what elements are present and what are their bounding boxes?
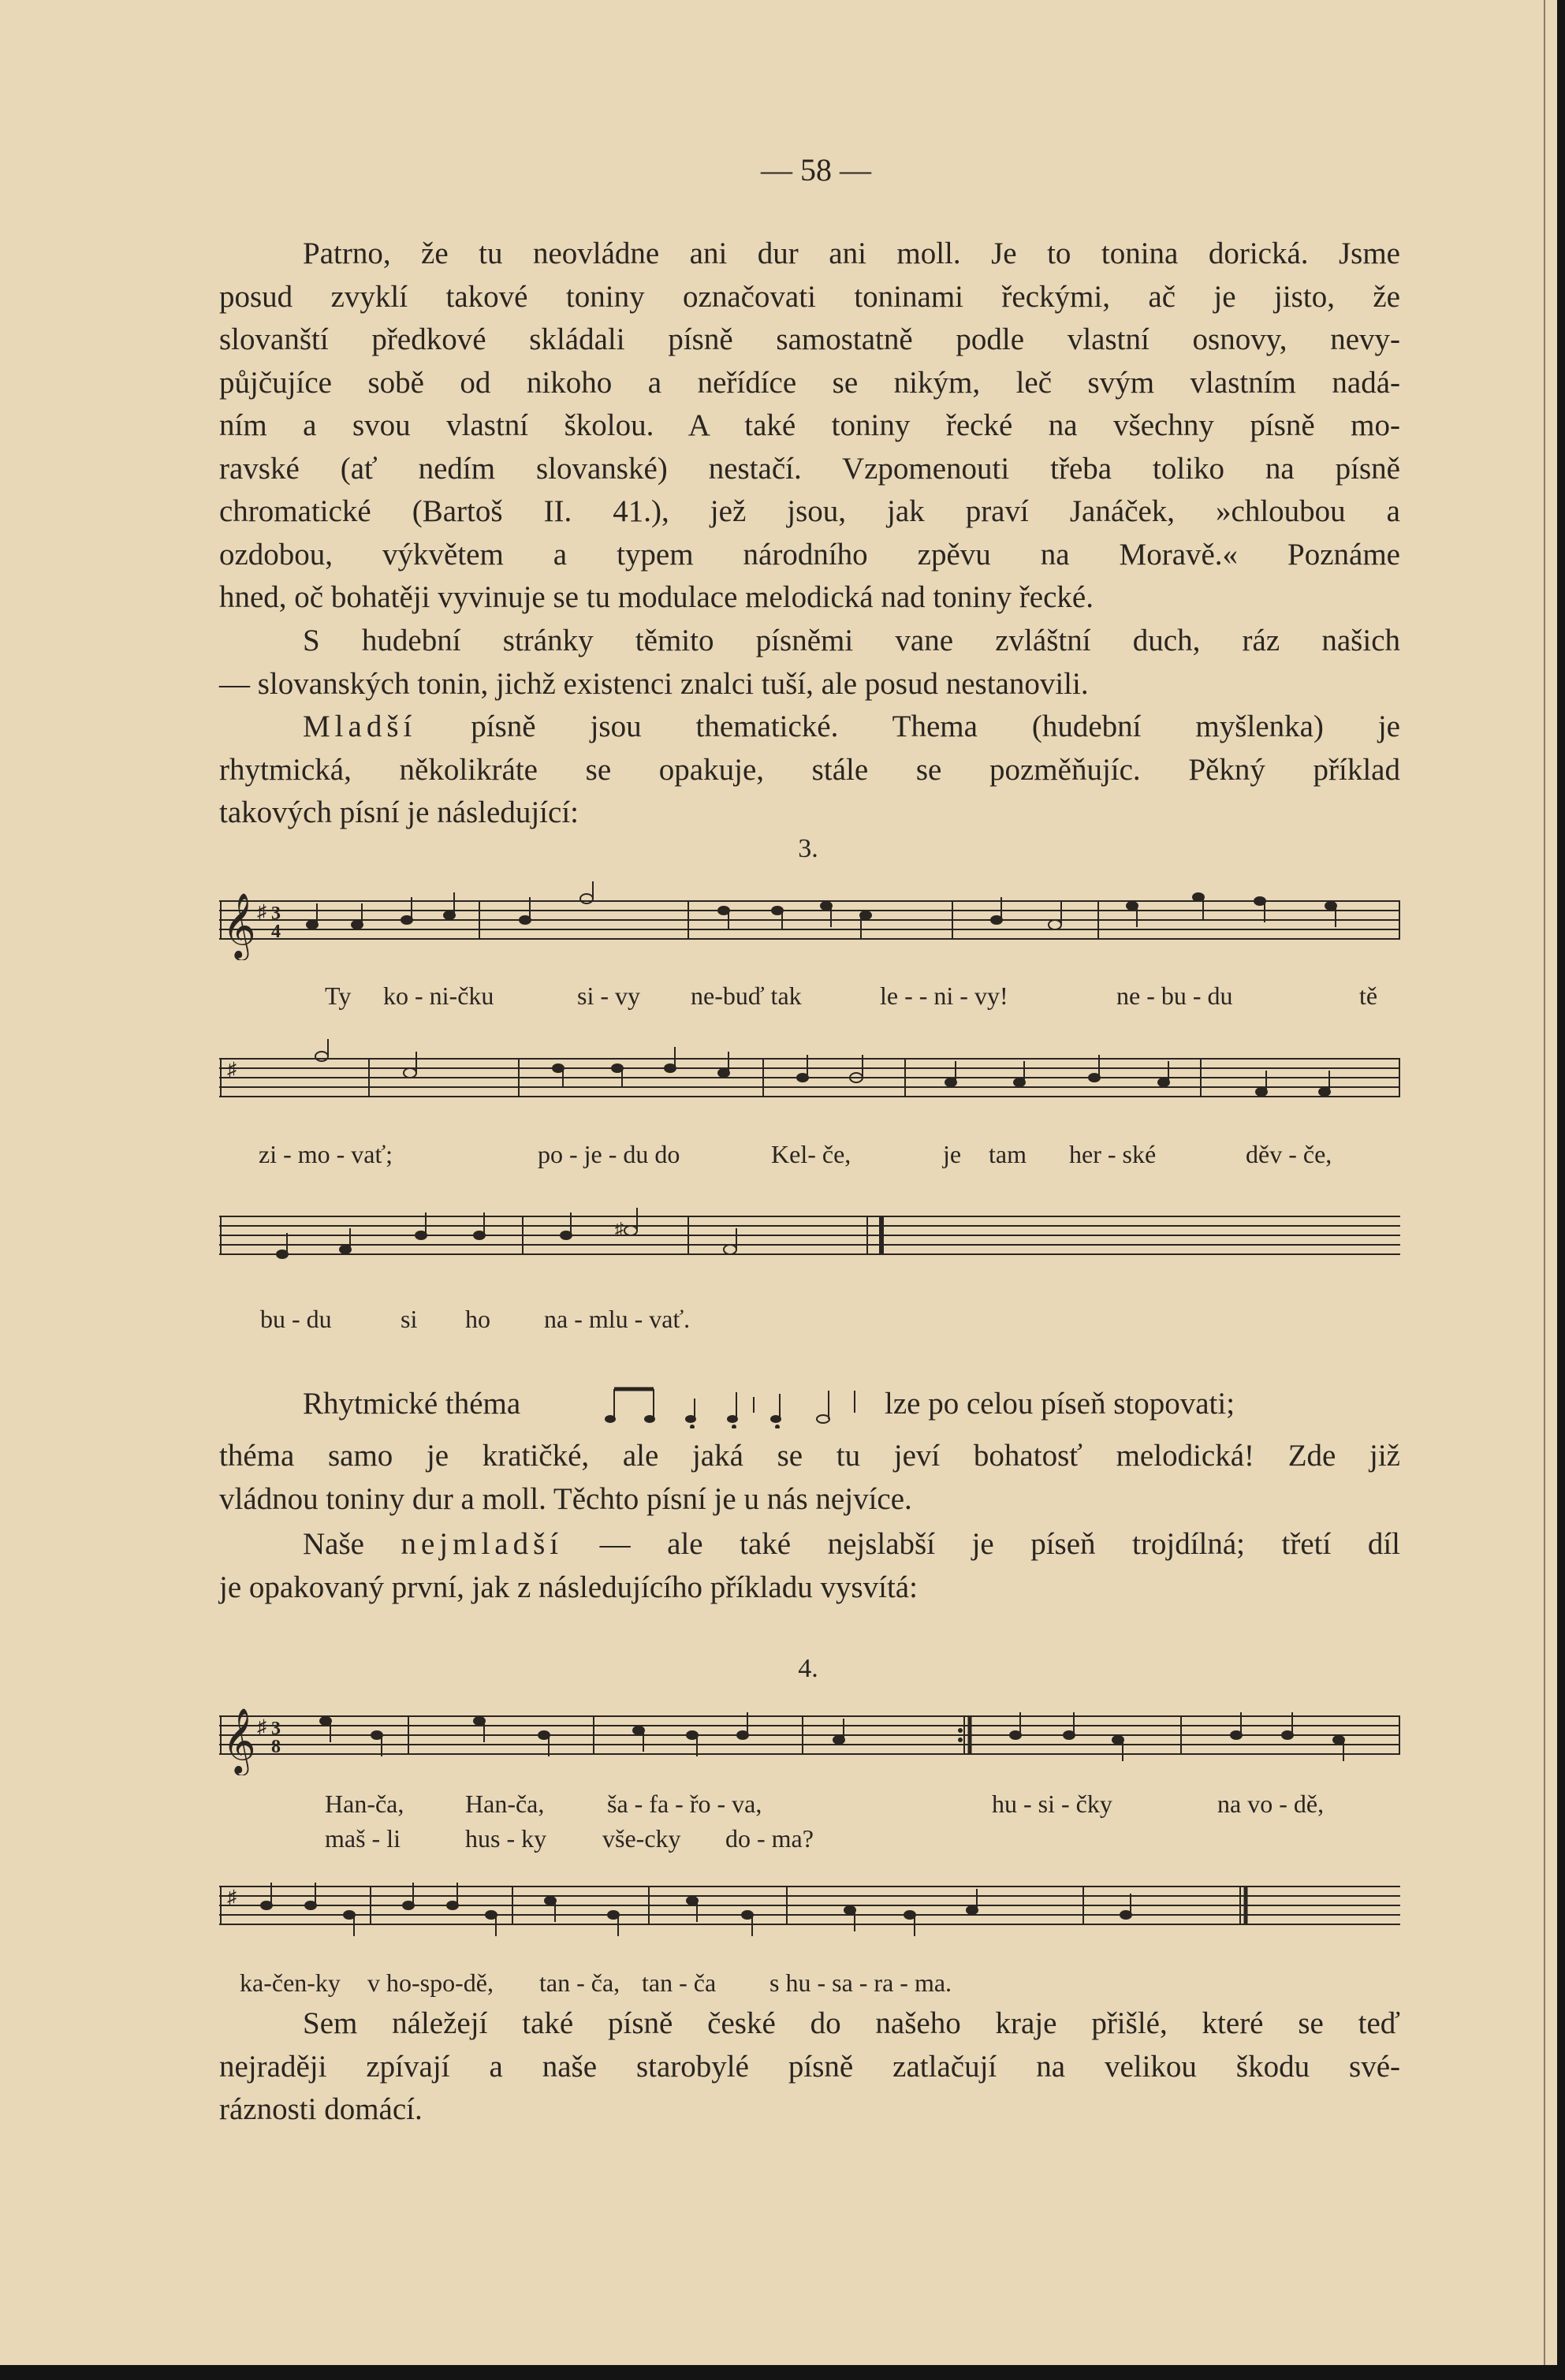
lyric: ho	[465, 1305, 490, 1333]
rhythm-notation-icon	[602, 1381, 874, 1428]
lyric: ne-buď tak	[691, 981, 802, 1010]
text-line: nejraději zpívají a naše starobylé písně zatlačují na velikou škodu své-	[219, 2049, 1400, 2084]
treble-clef-icon: 𝄞	[222, 1709, 256, 1772]
svg-text:♯: ♯	[615, 1219, 624, 1238]
paragraph-6	[219, 2002, 1400, 2132]
lyric: Han-ča,	[465, 1790, 545, 1818]
lyric: na - mlu - vať.	[544, 1305, 691, 1333]
lyric: do - ma?	[725, 1824, 814, 1853]
text-line: Patrno, že tu neovládne ani dur ani moll. Je to tonina dorická. Jsme	[303, 237, 1400, 270]
svg-text:4: 4	[271, 922, 281, 942]
lyric: po - je - du do	[538, 1140, 680, 1168]
lyrics-line	[219, 1140, 1400, 1175]
text-line: hned, oč bohatěji vyvinuje se tu modulace melodická nad toniny řecké.	[219, 580, 1094, 614]
lyric: bu - du	[260, 1305, 332, 1333]
lyric: je	[943, 1140, 962, 1168]
music-staff-2	[219, 1039, 1403, 1118]
lyric: Han-ča,	[325, 1790, 404, 1818]
music-staff-1	[219, 881, 1403, 960]
lyric: děv - če,	[1246, 1140, 1332, 1168]
text-line: ním a svou vlastní školou. A také toniny řecké na všechny písně mo-	[219, 408, 1400, 442]
lyric: Kel- če,	[771, 1140, 851, 1168]
svg-text:8: 8	[271, 1737, 281, 1757]
example-number: 3.	[798, 834, 818, 863]
paragraph-1	[219, 233, 1400, 620]
text-segment: lze po celou píseň stopovati;	[885, 1387, 1235, 1421]
music-staff-3	[219, 1197, 1403, 1276]
svg-text:3: 3	[271, 903, 281, 924]
lyric: na vo - dě,	[1217, 1790, 1325, 1818]
text-line: théma samo je kratičké, ale jaká se tu jeví bohatosť melodická! Zde již	[219, 1439, 1400, 1473]
lyric: tan - ča	[642, 1968, 717, 1997]
text-line: je opakovaný první, jak z následujícího příkladu vysvítá:	[219, 1570, 918, 1604]
lyric: ne - bu - du	[1116, 981, 1233, 1010]
lyric: her - ské	[1069, 1140, 1157, 1168]
emphasis-word: nejmladší	[401, 1527, 564, 1561]
text-segment: Rhytmické théma	[303, 1387, 521, 1421]
svg-text:3: 3	[271, 1719, 281, 1739]
lyric: ka-čen-ky	[240, 1968, 341, 1997]
svg-text:♯: ♯	[227, 1060, 237, 1080]
lyric: si	[401, 1305, 418, 1333]
lyric: maš - li	[325, 1824, 401, 1853]
page-number: — 58 —	[761, 152, 871, 188]
lyric: ša - fa - řo - va,	[607, 1790, 762, 1818]
page-edge	[1544, 0, 1545, 2365]
lyric: tam	[989, 1140, 1027, 1168]
lyrics-line	[219, 1790, 1400, 1824]
lyric: hu - si - čky	[992, 1790, 1112, 1818]
text-line: půjčujíce sobě od nikoho a neřídíce se nikým, leč svým vlastním nadá-	[219, 365, 1400, 400]
lyric: s hu - sa - ra - ma.	[769, 1968, 952, 1997]
lyrics-line	[219, 1305, 1400, 1339]
paragraph-2	[219, 620, 1400, 706]
music-staff-4	[219, 1697, 1403, 1775]
svg-text:♯: ♯	[257, 1717, 266, 1738]
text-line: takových písní je následující:	[219, 795, 579, 829]
lyric: tan - ča,	[539, 1968, 620, 1997]
text-segment: Naše	[303, 1527, 364, 1561]
lyric: ko - ni-čku	[383, 981, 494, 1010]
lyric: Ty	[325, 981, 352, 1010]
text-line: ráznosti domácí.	[219, 2092, 423, 2126]
lyric: hus - ky	[465, 1824, 547, 1853]
paragraph-3	[219, 706, 1400, 835]
text-line	[219, 706, 1400, 749]
text-line: chromatické (Bartoš II. 41.), jež jsou, jak praví Janáček, »chloubou a	[219, 494, 1400, 528]
music-staff-5	[219, 1867, 1403, 1946]
svg-text:♯: ♯	[227, 1887, 237, 1908]
example-number: 4.	[798, 1654, 818, 1683]
lyrics-line	[219, 981, 1400, 1016]
svg-text:♯: ♯	[257, 902, 266, 922]
lyric: si - vy	[577, 981, 640, 1010]
paragraph-4	[219, 1435, 1400, 1521]
lyric: zi - mo - vať;	[259, 1140, 393, 1168]
text-segment: — ale také nejslabší je píseň trojdílná; třetí díl	[599, 1527, 1401, 1561]
text-line: — slovanských tonin, jichž existenci znalci tuší, ale posud nestanovili.	[219, 666, 1089, 701]
lyrics-line	[219, 1824, 1400, 1859]
text-line: vládnou toniny dur a moll. Těchto písní je u nás nejvíce.	[219, 1481, 912, 1516]
text-line: posud zvyklí takové toniny označovati toninami řeckými, ač je jisto, že	[219, 279, 1400, 314]
lyrics-line	[219, 1968, 1400, 2003]
lyric: le - - ni - vy!	[880, 981, 1008, 1010]
lyric: vše-cky	[602, 1824, 681, 1853]
lyric: tě	[1359, 981, 1378, 1010]
text-line: slovanští předkové skládali písně samostatně podle vlastní osnovy, nevy-	[219, 322, 1400, 356]
text-line: Sem náležejí také písně české do našeho kraje přišlé, které se teď	[303, 2006, 1400, 2040]
text-line: ozdobou, výkvětem a typem národního zpěvu na Moravě.« Poznáme	[219, 537, 1400, 572]
lyric: v ho-spo-dě,	[367, 1968, 494, 1997]
text-segment: písně jsou thematické. Thema (hudební myšlenka) je	[471, 710, 1400, 743]
emphasis-word: Mladší	[303, 710, 417, 743]
text-line	[219, 1523, 1400, 1566]
text-line: ravské (ať nedím slovanské) nestačí. Vzpomenouti třeba toliko na písně	[219, 451, 1400, 486]
treble-clef-icon: 𝄞	[222, 894, 256, 957]
paragraph-5	[219, 1523, 1400, 1609]
text-line: rhytmická, několikráte se opakuje, stále se pozměňujíc. Pěkný příklad	[219, 752, 1400, 787]
rhythm-theme-line	[219, 1381, 1400, 1428]
text-line: S hudební stránky těmito písněmi vane zvláštní duch, ráz našich	[303, 624, 1400, 657]
